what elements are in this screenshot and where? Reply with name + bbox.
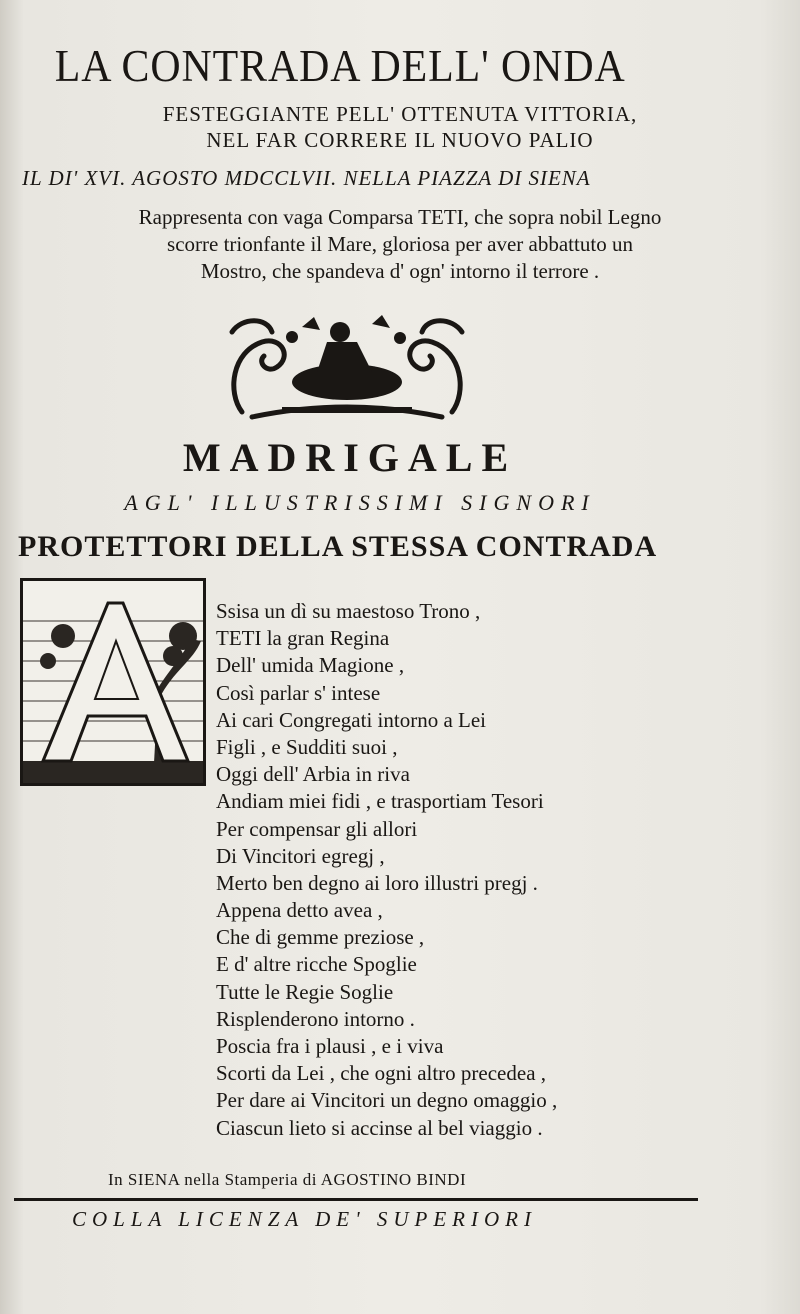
verse-line: Tutte le Regie Soglie bbox=[216, 979, 394, 1004]
verse-block bbox=[216, 598, 736, 1142]
date-line: IL DI' XVI. AGOSTO MDCCLVII. NELLA PIAZZA DI SIENA bbox=[22, 166, 591, 190]
verse-line: TETI la gran Regina bbox=[216, 626, 390, 651]
document-title: LA CONTRADA DELL' ONDA bbox=[54, 41, 626, 91]
verse-line: Di Vincitori egregj , bbox=[216, 843, 385, 868]
subtitle-line-2: NEL FAR CORRERE IL NUOVO PALIO bbox=[206, 128, 594, 152]
verse-line: Ciascun lieto si accinse al bel viaggio . bbox=[216, 1115, 543, 1140]
verse-line: Così parlar s' intese bbox=[216, 680, 381, 705]
verse-line: Oggi dell' Arbia in riva bbox=[216, 762, 410, 787]
verse-line: Poscia fra i plausi , e i viva bbox=[216, 1034, 444, 1058]
licenza-line: COLLA LICENZA DE' SUPERIORI bbox=[72, 1207, 537, 1231]
verse-line: Dell' umida Magione , bbox=[216, 653, 405, 678]
verse-line: Scorti da Lei , che ogni altro precedea , bbox=[216, 1061, 547, 1086]
divider-rule bbox=[14, 1198, 698, 1201]
printer-imprint: In SIENA nella Stamperia di AGOSTINO BINDI bbox=[108, 1170, 467, 1189]
verse-line: Figli , e Sudditi suoi , bbox=[216, 734, 398, 759]
protettori-heading: PROTETTORI DELLA STESSA CONTRADA bbox=[18, 530, 658, 563]
decorated-initial-a-icon bbox=[20, 578, 206, 786]
verse-line: Appena detto avea , bbox=[216, 898, 383, 923]
verse-line: E d' altre ricche Spoglie bbox=[216, 952, 417, 977]
verse-line: Ssisa un dì su maestoso Trono , bbox=[216, 599, 481, 623]
subtitle-line-1: FESTEGGIANTE PELL' OTTENUTA VITTORIA, bbox=[162, 102, 638, 126]
verse-line: Ai cari Congregati intorno a Lei bbox=[216, 707, 486, 732]
verse-line: Per compensar gli allori bbox=[216, 816, 418, 841]
intro-line-3: Mostro, che spandeva d' ogn' intorno il terrore . bbox=[200, 259, 600, 283]
dedication-line: AGL' ILLUSTRISSIMI SIGNORI bbox=[124, 490, 596, 515]
verse-line: Andiam miei fidi , e trasportiam Tesori bbox=[216, 789, 544, 814]
intro-line-1: Rappresenta con vaga Comparsa TETI, che sopra nobil Legno bbox=[138, 205, 662, 229]
verse-line: Risplenderono intorno . bbox=[216, 1006, 415, 1031]
intro-line-2: scorre trionfante il Mare, gloriosa per aver abbattuto un bbox=[167, 232, 633, 256]
verse-line: Merto ben degno ai loro illustri pregj . bbox=[216, 870, 538, 895]
verse-line: Per dare ai Vincitori un degno omaggio , bbox=[216, 1088, 558, 1113]
baroque-ornament-icon bbox=[222, 312, 472, 422]
madrigale-heading: MADRIGALE bbox=[182, 435, 518, 480]
verse-line: Che di gemme preziose , bbox=[216, 925, 425, 950]
